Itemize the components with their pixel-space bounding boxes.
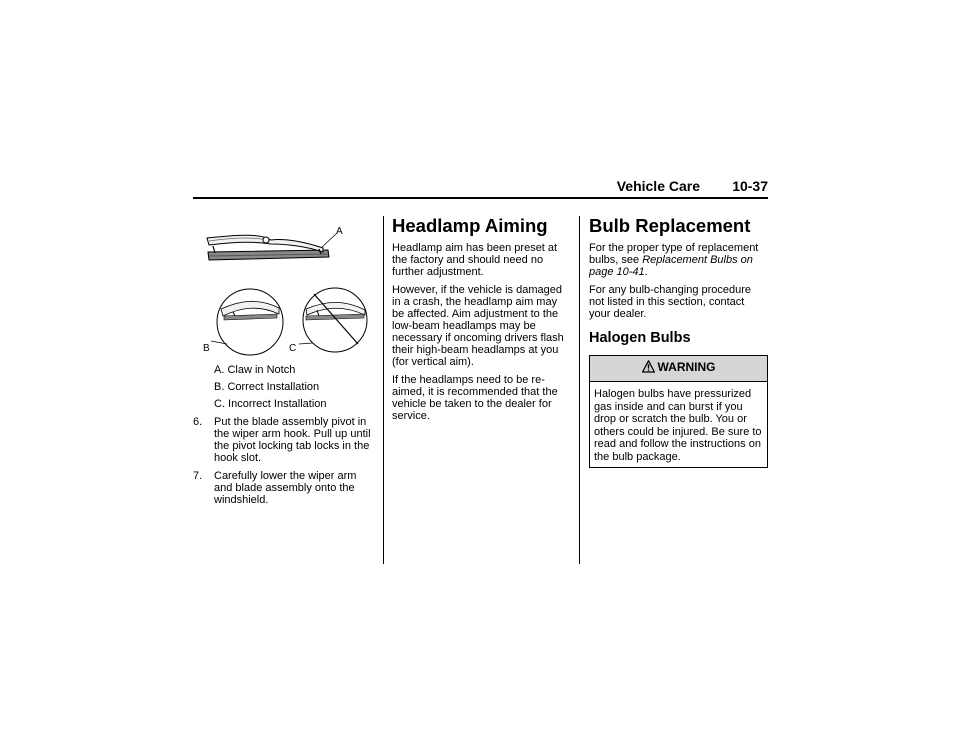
figure-label-a: A — [336, 226, 343, 237]
warning-text: Halogen bulbs have pressurized gas inside and can burst if you drop or scratch the bulb. You or others could be injured. Be sure to read and follow the instructions on the bulb package. — [594, 388, 762, 463]
figure-label-c: C — [289, 343, 297, 354]
bulb-replacement-heading: Bulb Replacement — [589, 215, 751, 236]
column-divider-2 — [579, 216, 580, 564]
procedure-steps — [193, 416, 373, 512]
page-header — [193, 178, 768, 196]
warning-header — [590, 356, 767, 382]
wiper-blade-figure — [193, 216, 373, 364]
cross-reference-link[interactable]: Replacement Bulbs on page 10-41 — [589, 254, 753, 278]
paragraph: For any bulb-changing procedure not listed in this section, contact your dealer. — [589, 284, 752, 320]
warning-box — [589, 355, 768, 468]
paragraph: If the headlamps need to be re-aimed, it is recommended that the vehicle be taken to the dealer for service. — [392, 374, 558, 422]
legend-item: B. Correct Installation — [214, 381, 320, 393]
paragraph: However, if the vehicle is damaged in a crash, the headlamp aim may be affected. Aim adjustment to the low-beam headlamps may be necessary if oncoming drivers flash their high-beam headlamps at you (for vertical aim). — [392, 284, 564, 368]
paragraph-text: For the proper type of replacement bulbs, see — [589, 242, 759, 266]
bulb-replacement-section — [589, 216, 768, 468]
paragraph — [589, 242, 768, 278]
warning-label: WARNING — [657, 360, 716, 374]
halogen-bulbs-heading: Halogen Bulbs — [589, 330, 691, 346]
step-item — [193, 416, 373, 464]
warning-triangle-icon — [642, 360, 655, 376]
step-number: 6. — [193, 416, 203, 428]
legend-item: A. Claw in Notch — [214, 364, 296, 376]
section-title: Vehicle Care — [616, 178, 700, 194]
paragraph: Headlamp aim has been preset at the factory and should need no further adjustment. — [392, 242, 558, 278]
header-rule — [193, 197, 768, 199]
step-item — [193, 470, 373, 506]
pivot-icon — [263, 237, 269, 243]
headlamp-aiming-heading: Headlamp Aiming — [392, 215, 548, 236]
paragraph-text: . — [644, 266, 648, 278]
wiper-blade-illustration — [193, 216, 373, 364]
legend-item: C. Incorrect Installation — [214, 398, 327, 410]
page-number: 10-37 — [732, 178, 768, 194]
detail-circle-correct — [217, 289, 283, 355]
step-text: Carefully lower the wiper arm and blade assembly onto the windshield. — [214, 470, 357, 506]
step-number: 7. — [193, 470, 203, 482]
figure-label-b: B — [203, 343, 210, 354]
column-divider-1 — [383, 216, 384, 564]
headlamp-aiming-section — [392, 216, 570, 428]
step-text: Put the blade assembly pivot in the wiper arm hook. Pull up until the pivot locking tab locks in the hook slot. — [214, 416, 371, 464]
figure-legend — [214, 364, 374, 415]
